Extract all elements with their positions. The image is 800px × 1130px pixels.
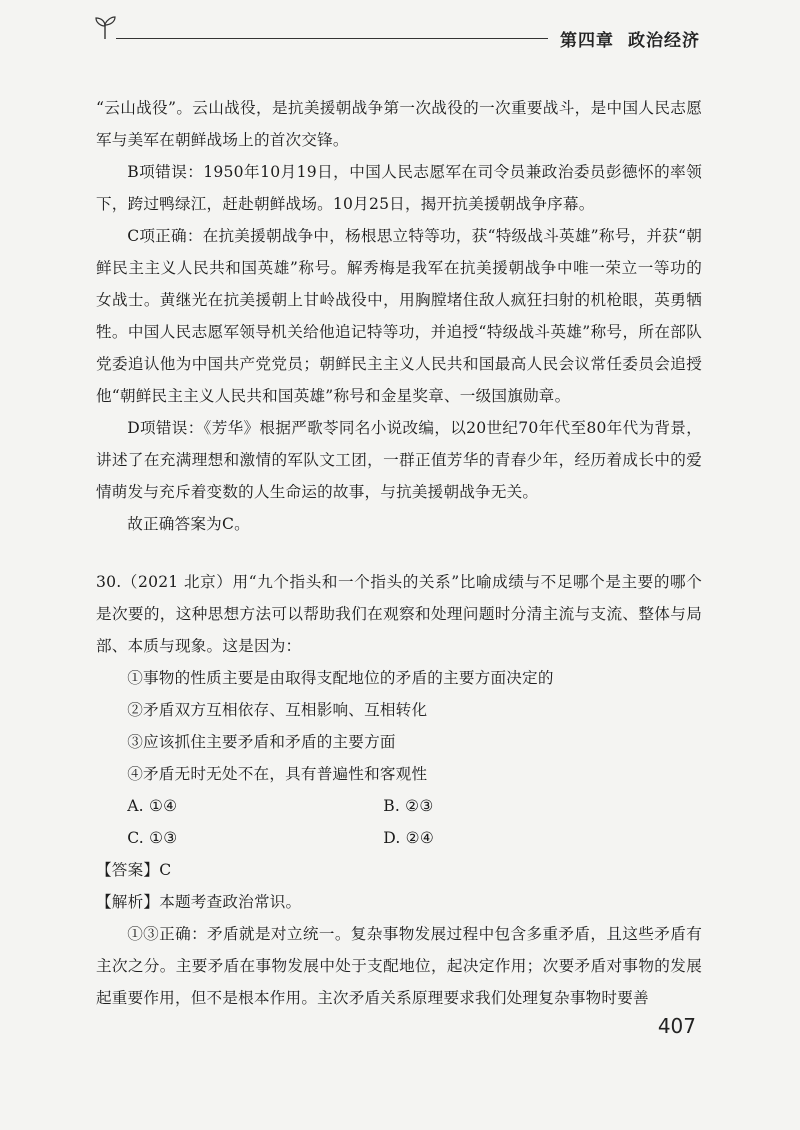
page-body bbox=[96, 92, 702, 1014]
header-rule bbox=[116, 38, 548, 39]
spacer bbox=[96, 540, 702, 566]
analysis-intro: 本题考查政治常识。 bbox=[159, 893, 302, 911]
statement-item: ③应该抓住主要矛盾和矛盾的主要方面 bbox=[127, 733, 396, 751]
page-header bbox=[0, 0, 800, 60]
page-number: 407 bbox=[657, 1014, 696, 1038]
option-d: D. ②④ bbox=[383, 829, 435, 847]
analysis-heading bbox=[96, 886, 702, 918]
chapter-title bbox=[560, 26, 700, 51]
statement-item: ②矛盾双方互相依存、互相影响、互相转化 bbox=[127, 701, 428, 719]
conclusion-line: 故正确答案为C。 bbox=[127, 515, 250, 533]
analysis-paragraph: D项错误：《芳华》根据严歌苓同名小说改编，以20世纪70年代至80年代为背景，讲述了在充满理想和激情的军队文工团，一群正值芳华的青春少年，经历着成长中的爱情萌发与充斥着变数的人生命运的故事，与抗美援朝战争无关。 bbox=[96, 419, 702, 501]
options-row bbox=[96, 822, 702, 854]
question-stem: 30.（2021 北京）用“九个指头和一个指头的关系”比喻成绩与不足哪个是主要的哪个是次要的，这种思想方法可以帮助我们在观察和处理问题时分清主流与支流、整体与局部、本质与现象。这是因为： bbox=[96, 573, 702, 655]
sprout-icon bbox=[94, 14, 116, 40]
chapter-number: 第四章 bbox=[560, 31, 614, 51]
analysis-label: 【解析】 bbox=[96, 893, 160, 911]
analysis-paragraph: “云山战役”。云山战役，是抗美援朝战争第一次战役的一次重要战斗，是中国人民志愿军与美军在朝鲜战场上的首次交锋。 bbox=[96, 99, 702, 149]
chapter-section: 政治经济 bbox=[628, 31, 700, 51]
option-c: C. ①③ bbox=[127, 829, 178, 847]
answer-line bbox=[96, 854, 702, 886]
analysis-paragraph: C项正确：在抗美援朝战争中，杨根思立特等功，获“特级战斗英雄”称号，并获“朝鲜民主主义人民共和国英雄”称号。解秀梅是我军在抗美援朝战争中唯一荣立一等功的女战士。黄继光在抗美援朝上甘岭战役中，用胸膛堵住敌人疯狂扫射的机枪眼，英勇牺牲。中国人民志愿军领导机关给他追记特等功，并追授“特级战斗英雄”称号，所在部队党委追认他为中国共产党党员；朝鲜民主主义人民共和国最高人民会议常任委员会追授他“朝鲜民主主义人民共和国英雄”称号和金星奖章、一级国旗勋章。 bbox=[96, 227, 702, 405]
option-a: A. ①④ bbox=[127, 797, 178, 815]
answer-value: C bbox=[159, 861, 172, 879]
statement-item: ①事物的性质主要是由取得支配地位的矛盾的主要方面决定的 bbox=[127, 669, 554, 687]
analysis-paragraph: B项错误：1950年10月19日，中国人民志愿军在司令员兼政治委员彭德怀的率领下，跨过鸭绿江，赶赴朝鲜战场。10月25日，揭开抗美援朝战争序幕。 bbox=[96, 163, 702, 213]
statement-item: ④矛盾无时无处不在，具有普遍性和客观性 bbox=[127, 765, 428, 783]
options-row bbox=[96, 790, 702, 822]
analysis-paragraph: ①③正确：矛盾就是对立统一。复杂事物发展过程中包含多重矛盾，且这些矛盾有主次之分。主要矛盾在事物发展中处于支配地位，起决定作用；次要矛盾对事物的发展起重要作用，但不是根本作用。主次矛盾关系原理要求我们处理复杂事物时要善 bbox=[96, 925, 702, 1007]
answer-label: 【答案】 bbox=[96, 861, 160, 879]
option-b: B. ②③ bbox=[383, 797, 434, 815]
